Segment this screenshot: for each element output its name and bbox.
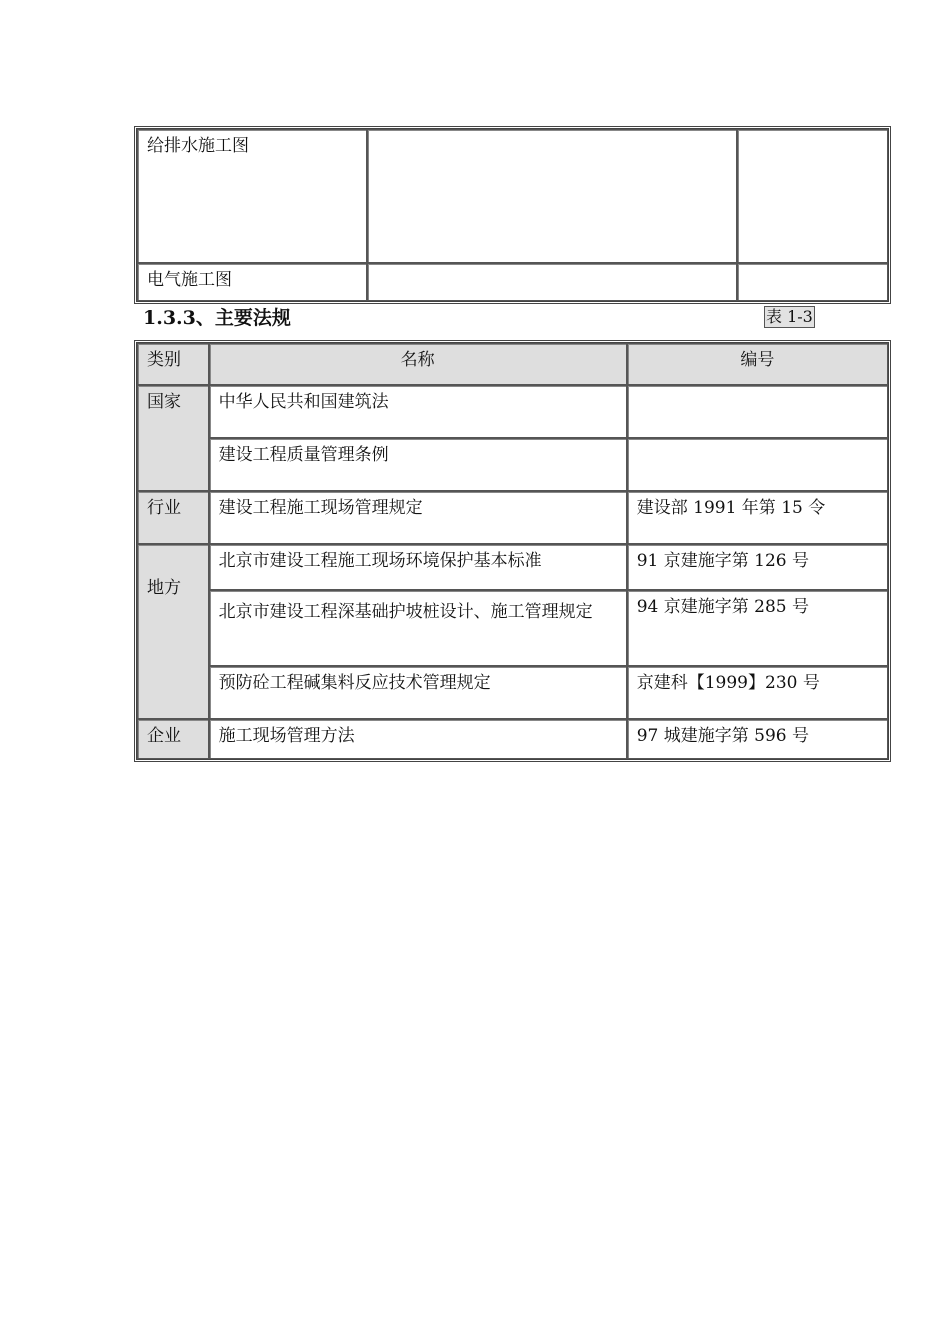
regulation-name: 北京市建设工程深基础护坡桩设计、施工管理规定 [209,590,627,666]
drawing-detail-cell [367,263,737,301]
table-header-row [137,343,888,385]
table-row [137,590,888,666]
section-heading: 1.3.3、主要法规 [143,307,291,329]
category-cell: 国家 [137,385,209,491]
regulation-name: 建设工程施工现场管理规定 [209,491,627,544]
regulation-code [627,385,888,438]
regulation-code: 94 京建施字第 285 号 [627,590,888,666]
regulation-code: 91 京建施字第 126 号 [627,544,888,590]
drawing-note-cell [737,129,888,263]
table-row [137,385,888,438]
drawing-name-cell: 电气施工图 [137,263,367,301]
drawing-detail-cell [367,129,737,263]
regulation-code: 97 城建施字第 596 号 [627,719,888,759]
regulation-code [627,438,888,491]
drawing-note-cell [737,263,888,301]
regulation-name: 北京市建设工程施工现场环境保护基本标准 [209,544,627,590]
table-row [137,438,888,491]
table-row [137,129,888,263]
regulation-name: 预防砼工程碱集料反应技术管理规定 [209,666,627,719]
category-cell: 地方 [137,544,209,719]
header-name: 名称 [209,343,627,385]
regulation-name: 施工现场管理方法 [209,719,627,759]
category-cell: 行业 [137,491,209,544]
table-row [137,263,888,301]
table-row [137,544,888,590]
header-category: 类别 [137,343,209,385]
drawings-table [134,126,891,304]
table-row [137,491,888,544]
header-code: 编号 [627,343,888,385]
regulation-name: 建设工程质量管理条例 [209,438,627,491]
regulation-code: 京建科【1999】230 号 [627,666,888,719]
table-row [137,719,888,759]
table-row [137,666,888,719]
category-cell: 企业 [137,719,209,759]
table-number-label: 表 1-3 [766,307,813,326]
regulations-table [134,340,891,762]
drawing-name-cell: 给排水施工图 [137,129,367,263]
regulation-code: 建设部 1991 年第 15 令 [627,491,888,544]
regulation-name: 中华人民共和国建筑法 [209,385,627,438]
